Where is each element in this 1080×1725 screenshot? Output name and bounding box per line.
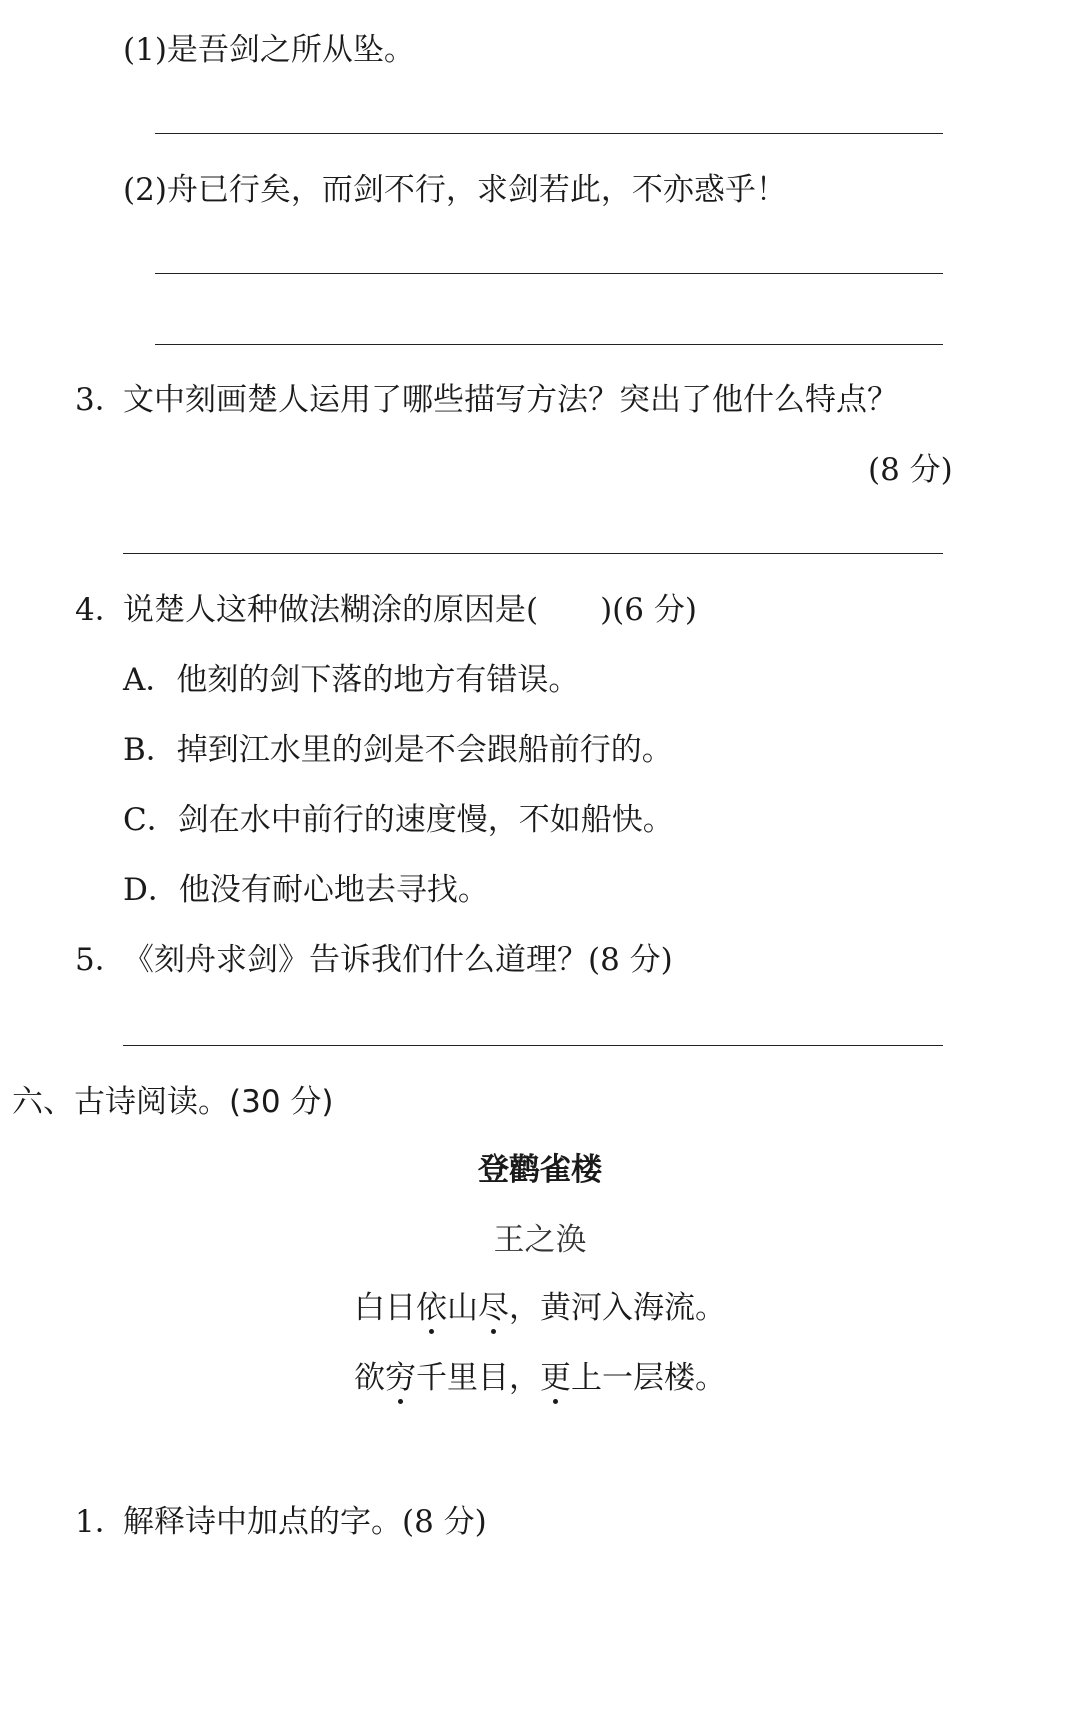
poem-author: 王之涣: [493, 1222, 587, 1258]
q4-option-d[interactable]: D．他没有耐心地去寻找。: [123, 872, 489, 908]
poem-title: 登鹳雀楼: [478, 1152, 602, 1188]
poem-line-1: [0, 1288, 1080, 1328]
answer-line[interactable]: [155, 273, 943, 274]
dotted-char: 穷: [385, 1360, 416, 1396]
poem-text: 山: [447, 1290, 478, 1326]
q4-option-a[interactable]: A．他刻的剑下落的地方有错误。: [123, 662, 580, 698]
q5-text: 《刻舟求剑》告诉我们什么道理？(8 分): [123, 942, 673, 978]
q4-option-c[interactable]: C．剑在水中前行的速度慢，不如船快。: [123, 802, 674, 838]
q3-score: (8 分): [868, 452, 953, 488]
poem-text: 上一层楼。: [571, 1360, 726, 1396]
s6-q1-text: 解释诗中加点的字。(8 分): [123, 1504, 487, 1540]
poem-text: 千里目，: [416, 1360, 540, 1396]
q5-number: 5．: [75, 942, 126, 978]
q2-item-2: (2)舟已行矣，而剑不行，求剑若此，不亦惑乎！: [123, 172, 787, 208]
q4-text: 说楚人这种做法糊涂的原因是( )(6 分): [123, 592, 697, 628]
poem-text: 白日: [354, 1290, 416, 1326]
dotted-char: 更: [540, 1360, 571, 1396]
dotted-char: 尽: [478, 1290, 509, 1326]
s6-q1-number: 1．: [75, 1504, 126, 1540]
q3-number: 3．: [75, 382, 126, 418]
q4-option-b[interactable]: B．掉到江水里的剑是不会跟船前行的。: [123, 732, 673, 768]
poem-line-2: [0, 1358, 1080, 1398]
dotted-char: 依: [416, 1290, 447, 1326]
poem-text: ，黄河入海流。: [509, 1290, 726, 1326]
answer-line[interactable]: [155, 133, 943, 134]
poem-text: 欲: [354, 1360, 385, 1396]
q3-text: 文中刻画楚人运用了哪些描写方法？突出了他什么特点？: [123, 382, 898, 418]
q4-number: 4．: [75, 592, 126, 628]
answer-line[interactable]: [123, 1045, 943, 1046]
answer-line[interactable]: [123, 553, 943, 554]
section-6-heading: 六、古诗阅读。(30 分): [12, 1084, 334, 1120]
answer-line[interactable]: [155, 344, 943, 345]
q2-item-1: (1)是吾剑之所从坠。: [123, 32, 415, 68]
